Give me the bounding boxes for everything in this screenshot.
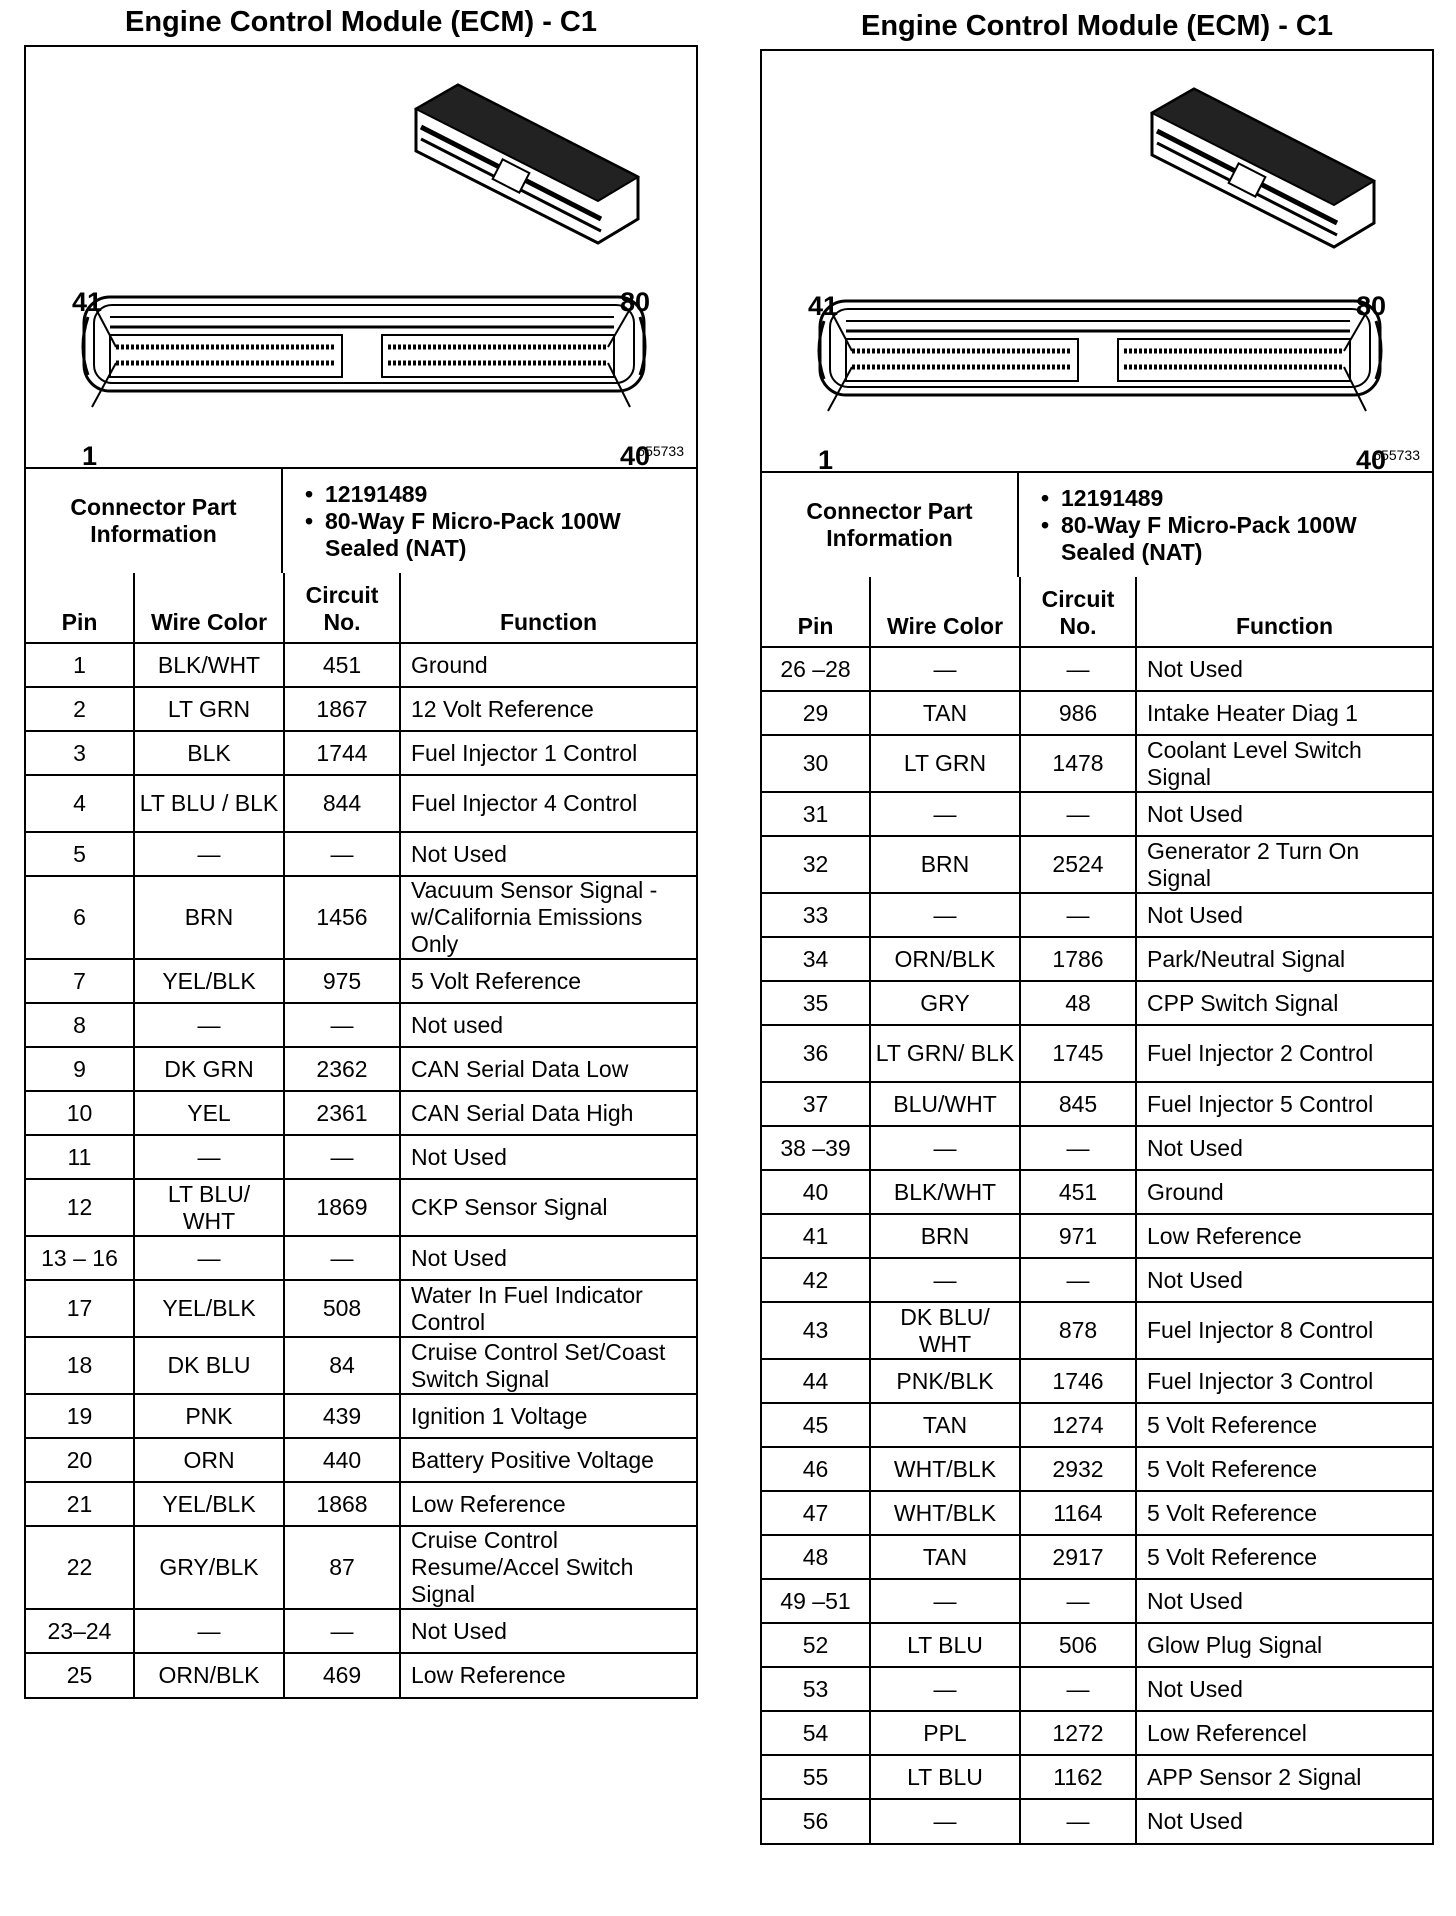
table-row [762,981,1432,1025]
connector-info-values [1018,473,1432,577]
pin-cell: 34 [762,937,870,981]
function-cell: Ignition 1 Voltage [400,1394,696,1438]
table-row [26,1047,696,1091]
function-cell: Coolant Level Switch Signal [1136,735,1432,792]
circuit-cell: 1745 [1020,1025,1136,1082]
table-row [26,1135,696,1179]
circuit-cell: 1274 [1020,1403,1136,1447]
wire-color-cell: — [870,1258,1020,1302]
circuit-cell: 506 [1020,1623,1136,1667]
function-cell: Water In Fuel Indicator Control [400,1280,696,1337]
wire-color-cell: PPL [870,1711,1020,1755]
wire-color-cell: ORN/BLK [134,1653,284,1697]
function-cell: Fuel Injector 1 Control [400,731,696,775]
table-row [762,1126,1432,1170]
table-row [26,832,696,876]
wire-color-cell: — [870,893,1020,937]
pin-label-41: 41 [72,287,103,317]
table-row [762,1214,1432,1258]
table-row [762,1491,1432,1535]
wire-color-cell: LT BLU/ WHT [134,1179,284,1236]
pin-cell: 21 [26,1482,134,1526]
pin-cell: 53 [762,1667,870,1711]
connector-info-table [762,473,1432,577]
function-cell: Not Used [400,1236,696,1280]
function-cell: CAN Serial Data High [400,1091,696,1135]
wire-color-cell: PNK [134,1394,284,1438]
table-row [762,1755,1432,1799]
circuit-cell: — [284,1003,400,1047]
pin-label-40: 40 [620,441,651,471]
function-cell: Low Reference [400,1653,696,1697]
wire-color-cell: YEL/BLK [134,1280,284,1337]
function-cell: Glow Plug Signal [1136,1623,1432,1667]
function-cell: Not Used [1136,792,1432,836]
wire-color-cell: — [134,1609,284,1653]
connector-description: • 80-Way F Micro-Pack 100W Sealed (NAT) [325,508,686,562]
pin-cell: 44 [762,1359,870,1403]
pin-label-41: 41 [808,291,839,321]
pin-cell: 31 [762,792,870,836]
pin-cell: 33 [762,893,870,937]
pin-cell: 7 [26,959,134,1003]
table-row [26,1609,696,1653]
circuit-cell: — [1020,1579,1136,1623]
circuit-cell: — [1020,1126,1136,1170]
function-cell: Fuel Injector 5 Control [1136,1082,1432,1126]
header-function: Function [400,573,696,643]
function-cell: Low Reference [1136,1214,1432,1258]
pin-cell: 38 –39 [762,1126,870,1170]
table-row [26,1337,696,1394]
wire-color-cell: BRN [134,876,284,959]
wire-color-cell: ORN [134,1438,284,1482]
function-cell: Intake Heater Diag 1 [1136,691,1432,735]
wire-color-cell: — [870,1126,1020,1170]
table-row [26,1280,696,1337]
wire-color-cell: LT BLU / BLK [134,775,284,832]
connector-table-frame [24,45,698,1699]
table-row [762,1170,1432,1214]
function-cell: Cruise Control Resume/Accel Switch Signal [400,1526,696,1609]
function-cell: Fuel Injector 8 Control [1136,1302,1432,1359]
pin-cell: 2 [26,687,134,731]
connector-face-view [83,297,645,407]
pin-cell: 4 [26,775,134,832]
circuit-cell: — [1020,1799,1136,1843]
table-row [762,1623,1432,1667]
pin-cell: 40 [762,1170,870,1214]
circuit-cell: 2361 [284,1091,400,1135]
function-cell: Vacuum Sensor Signal - w/California Emissions Only [400,876,696,959]
table-row [762,1667,1432,1711]
header-circuit: Circuit No. [1020,577,1136,647]
connector-illustration [26,47,700,467]
pin-cell: 49 –51 [762,1579,870,1623]
pin-cell: 30 [762,735,870,792]
table-row [26,1394,696,1438]
wire-color-cell: TAN [870,1535,1020,1579]
header-wire-color: Wire Color [134,573,284,643]
table-row [26,1438,696,1482]
table-row [26,1179,696,1236]
circuit-cell: 1744 [284,731,400,775]
circuit-cell: 975 [284,959,400,1003]
function-cell: Fuel Injector 4 Control [400,775,696,832]
function-cell: 5 Volt Reference [400,959,696,1003]
wire-color-cell: BLU/WHT [870,1082,1020,1126]
header-pin: Pin [26,573,134,643]
pin-cell: 25 [26,1653,134,1697]
pin-label-1: 1 [818,445,834,475]
function-cell: Not Used [1136,1667,1432,1711]
pin-cell: 9 [26,1047,134,1091]
connector-drawing [26,47,696,469]
pin-cell: 52 [762,1623,870,1667]
connector-info-values [282,469,696,573]
wire-color-cell: — [134,832,284,876]
pin-cell: 55 [762,1755,870,1799]
pin-cell: 3 [26,731,134,775]
table-row [26,1482,696,1526]
circuit-cell: 1456 [284,876,400,959]
pin-cell: 48 [762,1535,870,1579]
pin-cell: 46 [762,1447,870,1491]
pin-cell: 23–24 [26,1609,134,1653]
circuit-cell: — [1020,1258,1136,1302]
pin-cell: 12 [26,1179,134,1236]
circuit-cell: — [1020,647,1136,691]
pin-label-80: 80 [620,287,651,317]
circuit-cell: 451 [1020,1170,1136,1214]
table-row [762,792,1432,836]
pinout-table [762,577,1432,1843]
wire-color-cell: — [134,1003,284,1047]
table-row [762,691,1432,735]
pin-cell: 41 [762,1214,870,1258]
function-cell: 5 Volt Reference [1136,1491,1432,1535]
header-pin: Pin [762,577,870,647]
function-cell: Park/Neutral Signal [1136,937,1432,981]
wire-color-cell: — [134,1135,284,1179]
function-cell: Generator 2 Turn On Signal [1136,836,1432,893]
function-cell: Not Used [400,1135,696,1179]
table-row [26,687,696,731]
circuit-cell: — [1020,792,1136,836]
table-row [26,775,696,832]
pin-cell: 5 [26,832,134,876]
circuit-cell: 1164 [1020,1491,1136,1535]
wire-color-cell: YEL/BLK [134,959,284,1003]
connector-info-label: Connector Part Information [762,473,1018,577]
function-cell: CKP Sensor Signal [400,1179,696,1236]
table-row [26,731,696,775]
circuit-cell: 844 [284,775,400,832]
function-cell: Not Used [1136,1799,1432,1843]
figure-number: 655733 [637,443,684,459]
function-cell: Not Used [400,1609,696,1653]
circuit-cell: 84 [284,1337,400,1394]
connector-3d-view [416,85,638,243]
part-number: • 12191489 [1061,485,1422,512]
circuit-cell: 48 [1020,981,1136,1025]
circuit-cell: 845 [1020,1082,1136,1126]
function-cell: Not used [400,1003,696,1047]
wire-color-cell: BLK/WHT [870,1170,1020,1214]
pin-cell: 19 [26,1394,134,1438]
pin-cell: 43 [762,1302,870,1359]
connector-info-table [26,469,696,573]
wire-color-cell: WHT/BLK [870,1447,1020,1491]
header-row [26,573,696,643]
pin-cell: 56 [762,1799,870,1843]
pinout-rows [26,573,696,1697]
wire-color-cell: LT GRN [134,687,284,731]
table-row [762,1302,1432,1359]
pin-cell: 36 [762,1025,870,1082]
table-row [762,1025,1432,1082]
connector-description: • 80-Way F Micro-Pack 100W Sealed (NAT) [1061,512,1422,566]
circuit-cell: 878 [1020,1302,1136,1359]
function-cell: Battery Positive Voltage [400,1438,696,1482]
circuit-cell: — [1020,893,1136,937]
circuit-cell: 439 [284,1394,400,1438]
pin-cell: 42 [762,1258,870,1302]
pin-cell: 26 –28 [762,647,870,691]
wire-color-cell: LT BLU [870,1623,1020,1667]
wire-color-cell: GRY [870,981,1020,1025]
wire-color-cell: DK GRN [134,1047,284,1091]
function-cell: Not Used [1136,893,1432,937]
circuit-cell: 1868 [284,1482,400,1526]
pin-cell: 17 [26,1280,134,1337]
wire-color-cell: LT BLU [870,1755,1020,1799]
wire-color-cell: — [134,1236,284,1280]
wire-color-cell: TAN [870,691,1020,735]
circuit-cell: 469 [284,1653,400,1697]
pin-label-80: 80 [1356,291,1387,321]
circuit-cell: 971 [1020,1214,1136,1258]
circuit-cell: 2932 [1020,1447,1136,1491]
pin-cell: 54 [762,1711,870,1755]
function-cell: Not Used [1136,1579,1432,1623]
pin-cell: 6 [26,876,134,959]
table-row [26,1236,696,1280]
part-number: • 12191489 [325,481,686,508]
table-row [762,937,1432,981]
table-row [26,1091,696,1135]
wire-color-cell: ORN/BLK [870,937,1020,981]
function-cell: APP Sensor 2 Signal [1136,1755,1432,1799]
wire-color-cell: DK BLU [134,1337,284,1394]
wire-color-cell: BRN [870,1214,1020,1258]
table-row [762,1359,1432,1403]
circuit-cell: 1478 [1020,735,1136,792]
circuit-cell: — [1020,1667,1136,1711]
panel-title: Engine Control Module (ECM) - C1 [124,6,597,38]
pin-cell: 18 [26,1337,134,1394]
function-cell: CAN Serial Data Low [400,1047,696,1091]
wire-color-cell: — [870,1579,1020,1623]
table-row [762,893,1432,937]
function-cell: Not Used [1136,1258,1432,1302]
pin-cell: 35 [762,981,870,1025]
pin-cell: 32 [762,836,870,893]
function-cell: 12 Volt Reference [400,687,696,731]
function-cell: Low Reference [400,1482,696,1526]
pin-cell: 45 [762,1403,870,1447]
header-circuit: Circuit No. [284,573,400,643]
pin-label-1: 1 [82,441,98,471]
header-function: Function [1136,577,1432,647]
wire-color-cell: DK BLU/ WHT [870,1302,1020,1359]
function-cell: 5 Volt Reference [1136,1403,1432,1447]
function-cell: Fuel Injector 3 Control [1136,1359,1432,1403]
wire-color-cell: — [870,647,1020,691]
circuit-cell: — [284,1135,400,1179]
table-row [26,1653,696,1697]
header-row [762,577,1432,647]
table-row [762,647,1432,691]
table-row [762,1447,1432,1491]
table-row [762,1799,1432,1843]
table-row [762,1258,1432,1302]
circuit-cell: — [284,1236,400,1280]
pin-cell: 1 [26,643,134,687]
table-row [26,876,696,959]
circuit-cell: 1867 [284,687,400,731]
connector-3d-view [1152,89,1374,247]
wire-color-cell: GRY/BLK [134,1526,284,1609]
table-row [26,959,696,1003]
pin-cell: 29 [762,691,870,735]
wire-color-cell: YEL [134,1091,284,1135]
wire-color-cell: LT GRN/ BLK [870,1025,1020,1082]
circuit-cell: 2524 [1020,836,1136,893]
function-cell: Cruise Control Set/Coast Switch Signal [400,1337,696,1394]
pin-cell: 8 [26,1003,134,1047]
function-cell: CPP Switch Signal [1136,981,1432,1025]
ecm-c1-panel-left [24,0,698,1699]
circuit-cell: 1869 [284,1179,400,1236]
circuit-cell: 2362 [284,1047,400,1091]
function-cell: Not Used [1136,1126,1432,1170]
pin-label-40: 40 [1356,445,1387,475]
circuit-cell: 1162 [1020,1755,1136,1799]
circuit-cell: 1746 [1020,1359,1136,1403]
wire-color-cell: WHT/BLK [870,1491,1020,1535]
connector-face-view [819,301,1381,411]
function-cell: Ground [1136,1170,1432,1214]
function-cell: Not Used [400,832,696,876]
pin-cell: 10 [26,1091,134,1135]
table-row [762,1535,1432,1579]
pin-cell: 11 [26,1135,134,1179]
function-cell: 5 Volt Reference [1136,1535,1432,1579]
circuit-cell: 87 [284,1526,400,1609]
wire-color-cell: BLK/WHT [134,643,284,687]
circuit-cell: 986 [1020,691,1136,735]
wire-color-cell: TAN [870,1403,1020,1447]
wire-color-cell: YEL/BLK [134,1482,284,1526]
pin-cell: 13 – 16 [26,1236,134,1280]
function-cell: 5 Volt Reference [1136,1447,1432,1491]
table-row [762,1403,1432,1447]
connector-drawing [762,51,1432,473]
circuit-cell: 508 [284,1280,400,1337]
wire-color-cell: BLK [134,731,284,775]
pin-cell: 37 [762,1082,870,1126]
circuit-cell: 2917 [1020,1535,1136,1579]
table-row [762,836,1432,893]
table-row [762,1711,1432,1755]
function-cell: Ground [400,643,696,687]
table-row [762,1579,1432,1623]
panel-title: Engine Control Module (ECM) - C1 [860,10,1333,42]
header-wire-color: Wire Color [870,577,1020,647]
function-cell: Low Referencel [1136,1711,1432,1755]
wire-color-cell: LT GRN [870,735,1020,792]
table-row [762,735,1432,792]
table-row [26,1003,696,1047]
wire-color-cell: — [870,1667,1020,1711]
wire-color-cell: PNK/BLK [870,1359,1020,1403]
wire-color-cell: — [870,792,1020,836]
connector-info-label: Connector Part Information [26,469,282,573]
function-cell: Fuel Injector 2 Control [1136,1025,1432,1082]
circuit-cell: 451 [284,643,400,687]
pinout-table [26,573,696,1697]
circuit-cell: 440 [284,1438,400,1482]
table-row [762,1082,1432,1126]
table-row [26,643,696,687]
circuit-cell: 1786 [1020,937,1136,981]
wire-color-cell: BRN [870,836,1020,893]
pin-cell: 22 [26,1526,134,1609]
table-row [26,1526,696,1609]
figure-number: 655733 [1373,447,1420,463]
pin-cell: 47 [762,1491,870,1535]
circuit-cell: 1272 [1020,1711,1136,1755]
connector-table-frame [760,49,1434,1845]
function-cell: Not Used [1136,647,1432,691]
pin-cell: 20 [26,1438,134,1482]
pinout-rows [762,577,1432,1843]
wire-color-cell: — [870,1799,1020,1843]
ecm-c1-panel-right [760,4,1434,1845]
circuit-cell: — [284,1609,400,1653]
circuit-cell: — [284,832,400,876]
connector-illustration [762,51,1436,471]
